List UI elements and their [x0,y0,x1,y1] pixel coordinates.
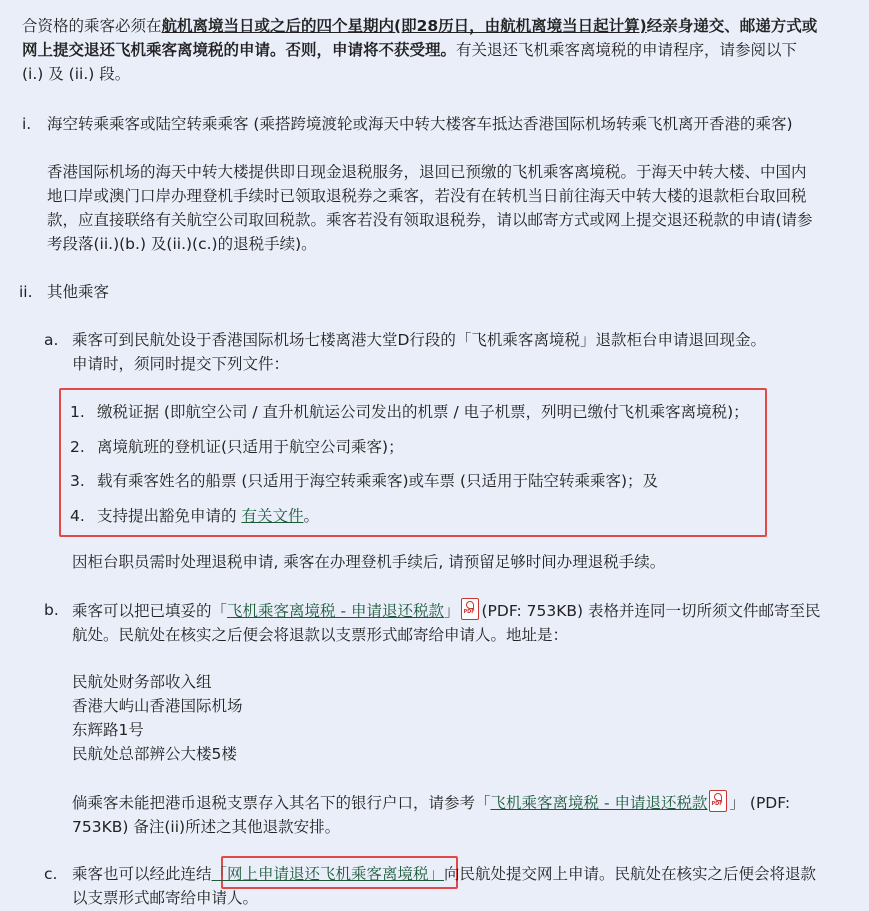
documents-list [70,400,749,538]
item-b-marker: b. [44,601,59,619]
item-b-text-part: 」 [443,602,460,620]
cheque-note-part: 倘乘客未能把港币退税支票存入其名下的银行户口，请参考「 [72,794,491,812]
section-i-line: 地口岸或澳门口岸办理登机手续时已领取退税券之乘客，若没有在转机当日前往海天中转大楼的退款柜台取回税 [47,187,807,205]
list-text: 支持提出豁免申请的 [97,506,242,525]
list-number: 4. [70,506,85,525]
list-item [70,400,749,435]
pdf-icon[interactable] [461,598,479,620]
address-line: 东辉路1号 [72,721,144,739]
intro-warning: 网上提交退还飞机乘客离境税的申请。否则，申请将不获受理。 [22,41,457,59]
list-text: 。 [303,506,319,525]
address-line: 香港大屿山香港国际机场 [72,697,243,715]
intro-text: 合资格的乘客必须在 [22,17,162,35]
list-text: 缴税证据 (即航空公司 / 直升机航运公司发出的机票 / 电子机票，列明已缴付飞机乘客离境税)； [97,403,749,421]
section-ii-marker: ii. [19,283,33,301]
intro-deadline: 航机离境当日或之后的四个星期内(即28历日，由航机离境当日起计算) [161,17,647,35]
refund-form-link[interactable]: 飞机乘客离境税 - 申请退还税款 [227,602,444,620]
intro-method: 经亲身递交、邮递方式或 [646,17,818,35]
item-a-line: 乘客可到民航处设于香港国际机场七楼离港大堂D行段的「飞机乘客离境税」退款柜台申请退回现金。 [72,331,766,349]
section-i-title: 海空转乘乘客或陆空转乘乘客 (乘搭跨境渡轮或海天中转大楼客车抵达香港国际机场转乘飞机离开香港的乘客) [47,115,793,133]
intro-reference-end: (i.) 及 (ii.) 段。 [22,65,131,83]
item-c-line: 以支票形式邮寄给申请人。 [72,889,259,907]
list-number: 2. [70,437,85,456]
list-item [70,469,749,504]
related-documents-link[interactable]: 有关文件 [241,506,304,525]
list-item [70,435,749,470]
list-number: 1. [70,403,85,421]
intro-paragraph [22,14,852,86]
cheque-note-part: 」 (PDF: [729,794,791,812]
section-i-line: 考段落(ii.)(b.) 及(ii.)(c.)的退税手续)。 [47,235,317,253]
counter-note: 因柜台职员需时处理退税申请, 乘客在办理登机手续后, 请预留足够时间办理退税手续。 [72,553,666,571]
mailing-address [72,670,243,766]
section-i-marker: i. [22,115,32,133]
pdf-icon[interactable] [709,790,727,812]
item-b-text-part: 乘客可以把已填妥的「 [72,602,228,620]
item-b-line: 航处。民航处在核实之后便会将退款以支票形式邮寄给申请人。地址是： [72,626,569,644]
item-c-text [72,862,816,910]
refund-form-link-2[interactable]: 飞机乘客离境税 - 申请退还税款 [490,794,708,812]
cheque-note-line: 753KB) 备注(ii)所述之其他退款安排。 [72,818,341,836]
section-i-line: 款，应直接联络有关航空公司取回税款。乘客若没有领取退税券，请以邮寄方式或网上提交退还税款的申请(请参 [47,211,813,229]
section-ii-title: 其他乘客 [47,283,110,301]
online-application-link[interactable]: 「网上申请退还飞机乘客离境税」 [211,865,445,883]
item-c-text-part: 乘客也可以经此连结 [72,865,212,883]
section-i-body [47,160,857,256]
item-b-text-part: (PDF: 753KB) 表格并连同一切所须文件邮寄至民 [481,602,821,620]
item-c-marker: c. [44,865,58,883]
item-a-text [72,328,766,376]
item-a-marker: a. [44,331,59,349]
item-a-line: 申请时，须同时提交下列文件： [72,355,290,373]
list-text: 离境航班的登机证(只适用于航空公司乘客)； [97,437,404,456]
list-text: 载有乘客姓名的船票 (只适用于海空转乘乘客)或车票 (只适用于陆空转乘乘客)；及 [97,472,659,490]
address-line: 民航处财务部收入组 [72,673,212,691]
address-line: 民航处总部辨公大楼5楼 [72,745,237,763]
item-b-text [72,598,821,647]
cheque-note [72,790,790,839]
intro-reference: 有关退还飞机乘客离境税的申请程序，请参阅以下 [456,41,798,59]
item-c-text-part: 向民航处提交网上申请。民航处在核实之后便会将退款 [444,865,817,883]
section-i-line: 香港国际机场的海天中转大楼提供即日现金退税服务，退回已预缴的飞机乘客离境税。于海天中转大楼、中国内 [47,163,807,181]
list-number: 3. [70,472,85,490]
list-item [70,504,749,539]
